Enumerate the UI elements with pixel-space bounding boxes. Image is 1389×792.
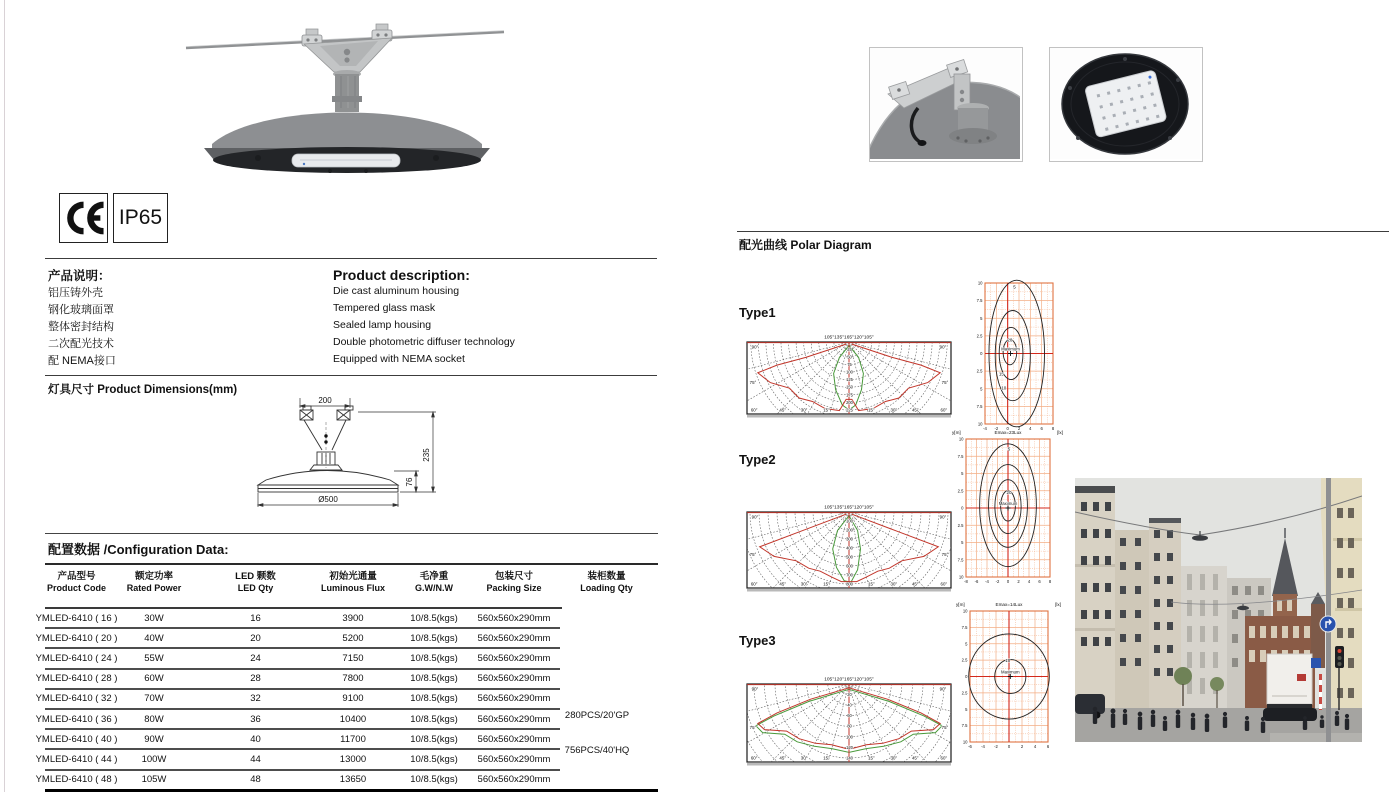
svg-text:60°: 60° bbox=[750, 581, 758, 587]
table-cell: 60W bbox=[144, 673, 164, 685]
svg-text:90°: 90° bbox=[751, 514, 759, 520]
ce-mark-icon bbox=[62, 198, 106, 238]
dim-top-width: 200 bbox=[318, 396, 332, 405]
table-cell: YMLED-6410 ( 40 ) bbox=[35, 733, 118, 745]
svg-text:20: 20 bbox=[847, 691, 852, 697]
table-row bbox=[35, 710, 560, 730]
svg-text:0: 0 bbox=[965, 674, 968, 679]
svg-text:60°: 60° bbox=[940, 755, 948, 761]
svg-text:5: 5 bbox=[980, 315, 983, 321]
table-cell: YMLED-6410 ( 24 ) bbox=[35, 652, 118, 664]
page-left-edge bbox=[4, 0, 5, 792]
svg-text:30°: 30° bbox=[800, 407, 808, 413]
table-cell: 10/8.5(kgs) bbox=[410, 693, 458, 705]
description-item: 整体密封结构 bbox=[48, 321, 114, 333]
svg-text:175: 175 bbox=[846, 392, 853, 398]
table-cell: 10/8.5(kgs) bbox=[410, 753, 458, 765]
dim-overall-height: 235 bbox=[422, 448, 431, 462]
svg-text:200: 200 bbox=[846, 399, 853, 405]
svg-text:60°: 60° bbox=[940, 407, 948, 413]
svg-text:90°: 90° bbox=[751, 344, 759, 350]
svg-text:45°: 45° bbox=[779, 407, 787, 413]
svg-text:100: 100 bbox=[846, 369, 853, 375]
type1-label: Type1 bbox=[739, 305, 776, 320]
table-cell: 560x560x290mm bbox=[477, 612, 551, 624]
svg-text:6: 6 bbox=[1038, 579, 1041, 584]
table-cell: 90W bbox=[144, 733, 164, 745]
svg-text:75°: 75° bbox=[941, 379, 949, 385]
table-row bbox=[35, 609, 560, 629]
svg-text:45°: 45° bbox=[911, 407, 919, 413]
table-cell: 10/8.5(kgs) bbox=[410, 652, 458, 664]
svg-text:0: 0 bbox=[980, 351, 983, 356]
svg-text:300: 300 bbox=[846, 536, 853, 542]
type3-label: Type3 bbox=[739, 633, 776, 648]
svg-text:Maximum: Maximum bbox=[1001, 346, 1020, 352]
svg-text:-6: -6 bbox=[968, 744, 972, 749]
polar-section-title: 配光曲线 Polar Diagram bbox=[739, 238, 872, 252]
loading-qty-value: 280PCS/20'GP bbox=[564, 710, 630, 721]
svg-text:15°: 15° bbox=[823, 755, 830, 761]
svg-text:7.5: 7.5 bbox=[957, 557, 964, 563]
svg-text:150: 150 bbox=[846, 384, 853, 390]
svg-text:5: 5 bbox=[965, 641, 968, 647]
svg-text:10: 10 bbox=[977, 280, 983, 286]
col-rated-power: 额定功率 Rated Power bbox=[126, 571, 182, 593]
col-product-code: 产品型号 Product Code bbox=[46, 571, 106, 593]
table-cell: 5200 bbox=[342, 632, 364, 644]
table-cell: 560x560x290mm bbox=[477, 713, 551, 725]
svg-text:2: 2 bbox=[1017, 426, 1021, 431]
svg-text:5: 5 bbox=[1007, 446, 1011, 452]
table-cell: 40W bbox=[144, 632, 164, 644]
description-en-items bbox=[333, 286, 515, 371]
table-cell: 24 bbox=[250, 652, 261, 664]
table-cell: 9100 bbox=[342, 693, 364, 705]
svg-text:-2: -2 bbox=[994, 744, 998, 749]
table-cell: 30W bbox=[144, 612, 164, 624]
table-cell: 10/8.5(kgs) bbox=[410, 632, 458, 644]
description-item: Die cast aluminum housing bbox=[333, 285, 460, 297]
svg-text:6: 6 bbox=[1046, 744, 1050, 749]
dim-body-height: 76 bbox=[405, 477, 414, 487]
loading-qty-value: 756PCS/40'HQ bbox=[564, 745, 630, 756]
description-item: 铝压铸外壳 bbox=[48, 287, 103, 299]
dim-diameter: Ø500 bbox=[318, 495, 338, 504]
table-cell: YMLED-6410 ( 48 ) bbox=[35, 774, 118, 786]
svg-text:10: 10 bbox=[958, 436, 964, 442]
table-cell: 28 bbox=[250, 673, 261, 685]
configuration-table bbox=[35, 533, 658, 792]
description-zh-items bbox=[48, 288, 116, 373]
table-cell: 16 bbox=[250, 612, 261, 624]
svg-text:7.5: 7.5 bbox=[976, 298, 983, 304]
table-cell: 7800 bbox=[342, 673, 364, 685]
svg-text:0: 0 bbox=[1007, 744, 1011, 749]
svg-text:7.5: 7.5 bbox=[957, 453, 964, 459]
config-table-title: 配置数据 /Configuration Data: bbox=[48, 542, 229, 557]
col-packing-size: 包装尺寸 Packing Size bbox=[486, 571, 542, 593]
svg-text:75°: 75° bbox=[941, 552, 949, 558]
svg-text:Maximum: Maximum bbox=[998, 501, 1018, 506]
svg-text:45°: 45° bbox=[779, 755, 787, 761]
description-item: Double photometric diffuser technology bbox=[333, 336, 515, 348]
type2-polar-chart bbox=[744, 500, 954, 594]
bracket-detail-image bbox=[870, 48, 1020, 159]
description-item: 钢化玻璃面罩 bbox=[48, 304, 114, 316]
svg-text:400: 400 bbox=[846, 545, 853, 551]
svg-text:-4: -4 bbox=[985, 579, 989, 584]
svg-text:60: 60 bbox=[847, 713, 852, 719]
table-row bbox=[35, 629, 560, 649]
svg-text:4: 4 bbox=[1027, 579, 1031, 584]
svg-text:-8: -8 bbox=[964, 579, 968, 584]
svg-text:Maximum: Maximum bbox=[1000, 669, 1020, 675]
svg-text:700: 700 bbox=[846, 572, 853, 578]
table-row bbox=[35, 670, 560, 690]
description-item: Sealed lamp housing bbox=[333, 319, 432, 331]
svg-text:125: 125 bbox=[846, 377, 853, 383]
svg-text:2.5: 2.5 bbox=[961, 657, 968, 663]
table-row bbox=[35, 649, 560, 669]
table-cell: 36 bbox=[250, 713, 261, 725]
table-cell: 10/8.5(kgs) bbox=[410, 713, 458, 725]
svg-text:5: 5 bbox=[980, 386, 983, 392]
svg-text:4: 4 bbox=[1033, 744, 1037, 749]
svg-text:4: 4 bbox=[1029, 426, 1032, 431]
table-cell: 7150 bbox=[342, 652, 364, 664]
svg-text:200: 200 bbox=[846, 527, 853, 533]
street-photo bbox=[1075, 478, 1362, 742]
svg-text:60°: 60° bbox=[750, 407, 758, 413]
svg-text:15°: 15° bbox=[868, 581, 875, 587]
table-cell: 3900 bbox=[342, 612, 364, 624]
svg-text:7.5: 7.5 bbox=[961, 723, 968, 729]
svg-text:15°: 15° bbox=[868, 407, 875, 413]
ce-mark bbox=[59, 193, 108, 243]
table-cell: 10400 bbox=[339, 713, 367, 725]
svg-text:90°: 90° bbox=[939, 344, 947, 350]
svg-text:-2: -2 bbox=[994, 426, 999, 431]
svg-text:2.5: 2.5 bbox=[957, 488, 964, 494]
type1-isolux-chart bbox=[952, 276, 1076, 436]
svg-text:45°: 45° bbox=[911, 755, 919, 761]
table-cell: YMLED-6410 ( 20 ) bbox=[35, 632, 118, 644]
svg-text:y[m]: y[m] bbox=[952, 430, 961, 435]
table-cell: 10/8.5(kgs) bbox=[410, 612, 458, 624]
divider bbox=[45, 533, 658, 534]
svg-text:60°: 60° bbox=[750, 755, 758, 761]
svg-text:10: 10 bbox=[977, 421, 983, 427]
dimension-drawing bbox=[240, 392, 460, 527]
table-cell: 560x560x290mm bbox=[477, 673, 551, 685]
table-cell: 560x560x290mm bbox=[477, 632, 551, 644]
table-row bbox=[35, 750, 560, 770]
svg-text:8: 8 bbox=[1051, 426, 1055, 431]
svg-text:60°: 60° bbox=[940, 581, 948, 587]
table-cell: 48 bbox=[250, 774, 261, 786]
svg-text:-4: -4 bbox=[981, 744, 985, 749]
type3-polar-chart bbox=[744, 672, 954, 768]
description-title-zh: 产品说明： bbox=[48, 269, 111, 283]
svg-text:20: 20 bbox=[1006, 490, 1012, 496]
svg-text:[lx]: [lx] bbox=[1055, 602, 1061, 607]
table-cell: 32 bbox=[250, 693, 261, 705]
svg-text:30°: 30° bbox=[890, 581, 898, 587]
table-cell: 560x560x290mm bbox=[477, 693, 551, 705]
svg-text:15: 15 bbox=[998, 371, 1004, 377]
table-cell: 105W bbox=[141, 774, 167, 786]
col-loading-qty: 装柜数量 Loading Qty bbox=[580, 571, 633, 593]
table-cell: YMLED-6410 ( 16 ) bbox=[35, 612, 118, 624]
table-cell: 10/8.5(kgs) bbox=[410, 673, 458, 685]
divider bbox=[737, 231, 1389, 232]
table-cell: 13000 bbox=[339, 753, 367, 765]
type2-isolux-chart bbox=[946, 421, 1076, 586]
description-item: 配 NEMA接口 bbox=[48, 355, 116, 367]
table-row bbox=[35, 690, 560, 710]
svg-text:140: 140 bbox=[846, 755, 853, 761]
description-title-en: Product description: bbox=[333, 267, 470, 283]
svg-text:-6: -6 bbox=[974, 579, 979, 584]
svg-text:Emax=14Lux: Emax=14Lux bbox=[995, 602, 1023, 607]
table-cell: 20 bbox=[250, 632, 261, 644]
svg-text:y[m]: y[m] bbox=[956, 602, 965, 607]
col-luminous-flux: 初始光通量 Luminous Flux bbox=[321, 571, 385, 593]
description-item: Tempered glass mask bbox=[333, 302, 436, 314]
svg-text:2.5: 2.5 bbox=[961, 690, 968, 696]
type2-label: Type2 bbox=[739, 452, 776, 467]
svg-text:40: 40 bbox=[847, 702, 852, 708]
dimensions-title: 灯具尺寸 Product Dimensions(mm) bbox=[48, 384, 238, 396]
table-cell: YMLED-6410 ( 44 ) bbox=[35, 753, 118, 765]
svg-text:600: 600 bbox=[846, 563, 853, 569]
svg-text:30°: 30° bbox=[890, 755, 898, 761]
svg-text:75°: 75° bbox=[749, 552, 757, 558]
svg-text:105°120°165°120°105°: 105°120°165°120°105° bbox=[824, 677, 874, 683]
svg-text:80: 80 bbox=[847, 723, 852, 729]
svg-text:2: 2 bbox=[1017, 579, 1020, 584]
svg-text:50: 50 bbox=[847, 354, 852, 360]
svg-text:105°135°165°120°105°: 105°135°165°120°105° bbox=[824, 505, 874, 511]
svg-text:30°: 30° bbox=[800, 581, 808, 587]
svg-text:15°: 15° bbox=[823, 581, 830, 587]
svg-text:90°: 90° bbox=[751, 686, 759, 692]
svg-text:75°: 75° bbox=[941, 725, 949, 731]
col-led-qty: LED 颗数 LED Qty bbox=[235, 571, 276, 593]
svg-text:5: 5 bbox=[1013, 284, 1016, 290]
table-cell: YMLED-6410 ( 32 ) bbox=[35, 693, 118, 705]
svg-text:5: 5 bbox=[961, 471, 964, 476]
divider bbox=[45, 563, 658, 565]
svg-text:10: 10 bbox=[1005, 658, 1011, 664]
led-module-detail-image bbox=[1050, 48, 1200, 159]
ip65-label: IP65 bbox=[118, 206, 163, 229]
truck bbox=[1263, 654, 1317, 721]
table-cell: 10/8.5(kgs) bbox=[410, 733, 458, 745]
svg-text:10: 10 bbox=[962, 739, 968, 745]
table-cell: 80W bbox=[144, 713, 164, 725]
type3-isolux-chart bbox=[950, 598, 1076, 752]
divider bbox=[45, 258, 657, 259]
svg-text:10: 10 bbox=[1001, 385, 1007, 391]
table-cell: YMLED-6410 ( 36 ) bbox=[35, 713, 118, 725]
table-cell: 560x560x290mm bbox=[477, 733, 551, 745]
table-cell: YMLED-6410 ( 28 ) bbox=[35, 673, 118, 685]
table-cell: 13650 bbox=[339, 774, 367, 786]
svg-text:30°: 30° bbox=[890, 407, 898, 413]
divider bbox=[45, 789, 658, 792]
svg-text:2.5: 2.5 bbox=[976, 368, 983, 374]
table-header bbox=[45, 569, 658, 594]
divider bbox=[45, 375, 657, 376]
table-cell: 55W bbox=[144, 652, 164, 664]
svg-text:500: 500 bbox=[846, 554, 853, 560]
svg-text:0: 0 bbox=[961, 505, 964, 511]
svg-text:75: 75 bbox=[847, 362, 852, 368]
table-cell: 100W bbox=[141, 753, 167, 765]
svg-text:75°: 75° bbox=[749, 725, 757, 731]
svg-text:2: 2 bbox=[1020, 744, 1024, 749]
type1-polar-chart bbox=[744, 330, 954, 420]
svg-text:0: 0 bbox=[1006, 426, 1009, 431]
table-rows bbox=[35, 609, 560, 789]
svg-text:5: 5 bbox=[961, 540, 964, 545]
col-weight: 毛净重 G.W/N.W bbox=[415, 571, 453, 593]
table-cell: 11700 bbox=[340, 733, 366, 745]
table-cell: 560x560x290mm bbox=[477, 652, 551, 664]
svg-text:25: 25 bbox=[847, 346, 852, 352]
table-row bbox=[35, 730, 560, 750]
table-cell: 70W bbox=[144, 693, 164, 705]
svg-text:-4: -4 bbox=[983, 426, 987, 431]
svg-text:10: 10 bbox=[958, 574, 964, 580]
svg-text:90°: 90° bbox=[939, 514, 947, 520]
svg-text:[lx]: [lx] bbox=[1057, 430, 1063, 435]
svg-text:7.5: 7.5 bbox=[976, 403, 983, 409]
svg-text:6: 6 bbox=[1040, 426, 1043, 431]
table-cell: 560x560x290mm bbox=[477, 753, 551, 765]
svg-text:20: 20 bbox=[1007, 337, 1013, 343]
product-photo bbox=[180, 8, 510, 180]
svg-text:8: 8 bbox=[1048, 579, 1052, 584]
svg-text:7.5: 7.5 bbox=[961, 624, 968, 630]
table-cell: 40 bbox=[250, 733, 261, 745]
svg-text:30°: 30° bbox=[800, 755, 808, 761]
svg-text:105°135°165°120°105°: 105°135°165°120°105° bbox=[824, 335, 874, 341]
table-cell: 44 bbox=[250, 753, 261, 765]
svg-text:90°: 90° bbox=[939, 686, 947, 692]
svg-text:2.5: 2.5 bbox=[976, 333, 983, 339]
description-item: 二次配光技术 bbox=[48, 338, 114, 350]
svg-text:5: 5 bbox=[965, 706, 968, 712]
svg-text:15°: 15° bbox=[868, 755, 875, 761]
svg-text:100: 100 bbox=[846, 518, 853, 524]
svg-text:800: 800 bbox=[846, 581, 853, 587]
svg-text:15°: 15° bbox=[823, 407, 830, 413]
svg-text:225: 225 bbox=[846, 407, 853, 413]
svg-text:10: 10 bbox=[962, 608, 968, 614]
svg-text:120: 120 bbox=[846, 744, 853, 750]
table-cell: 560x560x290mm bbox=[477, 774, 551, 786]
svg-text:45°: 45° bbox=[911, 581, 919, 587]
svg-text:0: 0 bbox=[1006, 579, 1010, 584]
description-item: Equipped with NEMA socket bbox=[333, 353, 465, 365]
svg-text:-2: -2 bbox=[995, 579, 1000, 584]
detail-photo-led-module bbox=[1049, 47, 1203, 162]
svg-text:2.5: 2.5 bbox=[957, 522, 964, 528]
svg-text:75°: 75° bbox=[749, 379, 757, 385]
ip65-mark bbox=[113, 193, 168, 243]
svg-text:Emax=23Lux: Emax=23Lux bbox=[994, 430, 1022, 435]
detail-photo-bracket bbox=[869, 47, 1023, 162]
table-row bbox=[35, 771, 560, 789]
svg-text:100: 100 bbox=[846, 734, 853, 740]
table-cell: 10/8.5(kgs) bbox=[410, 774, 458, 786]
svg-text:45°: 45° bbox=[779, 581, 787, 587]
